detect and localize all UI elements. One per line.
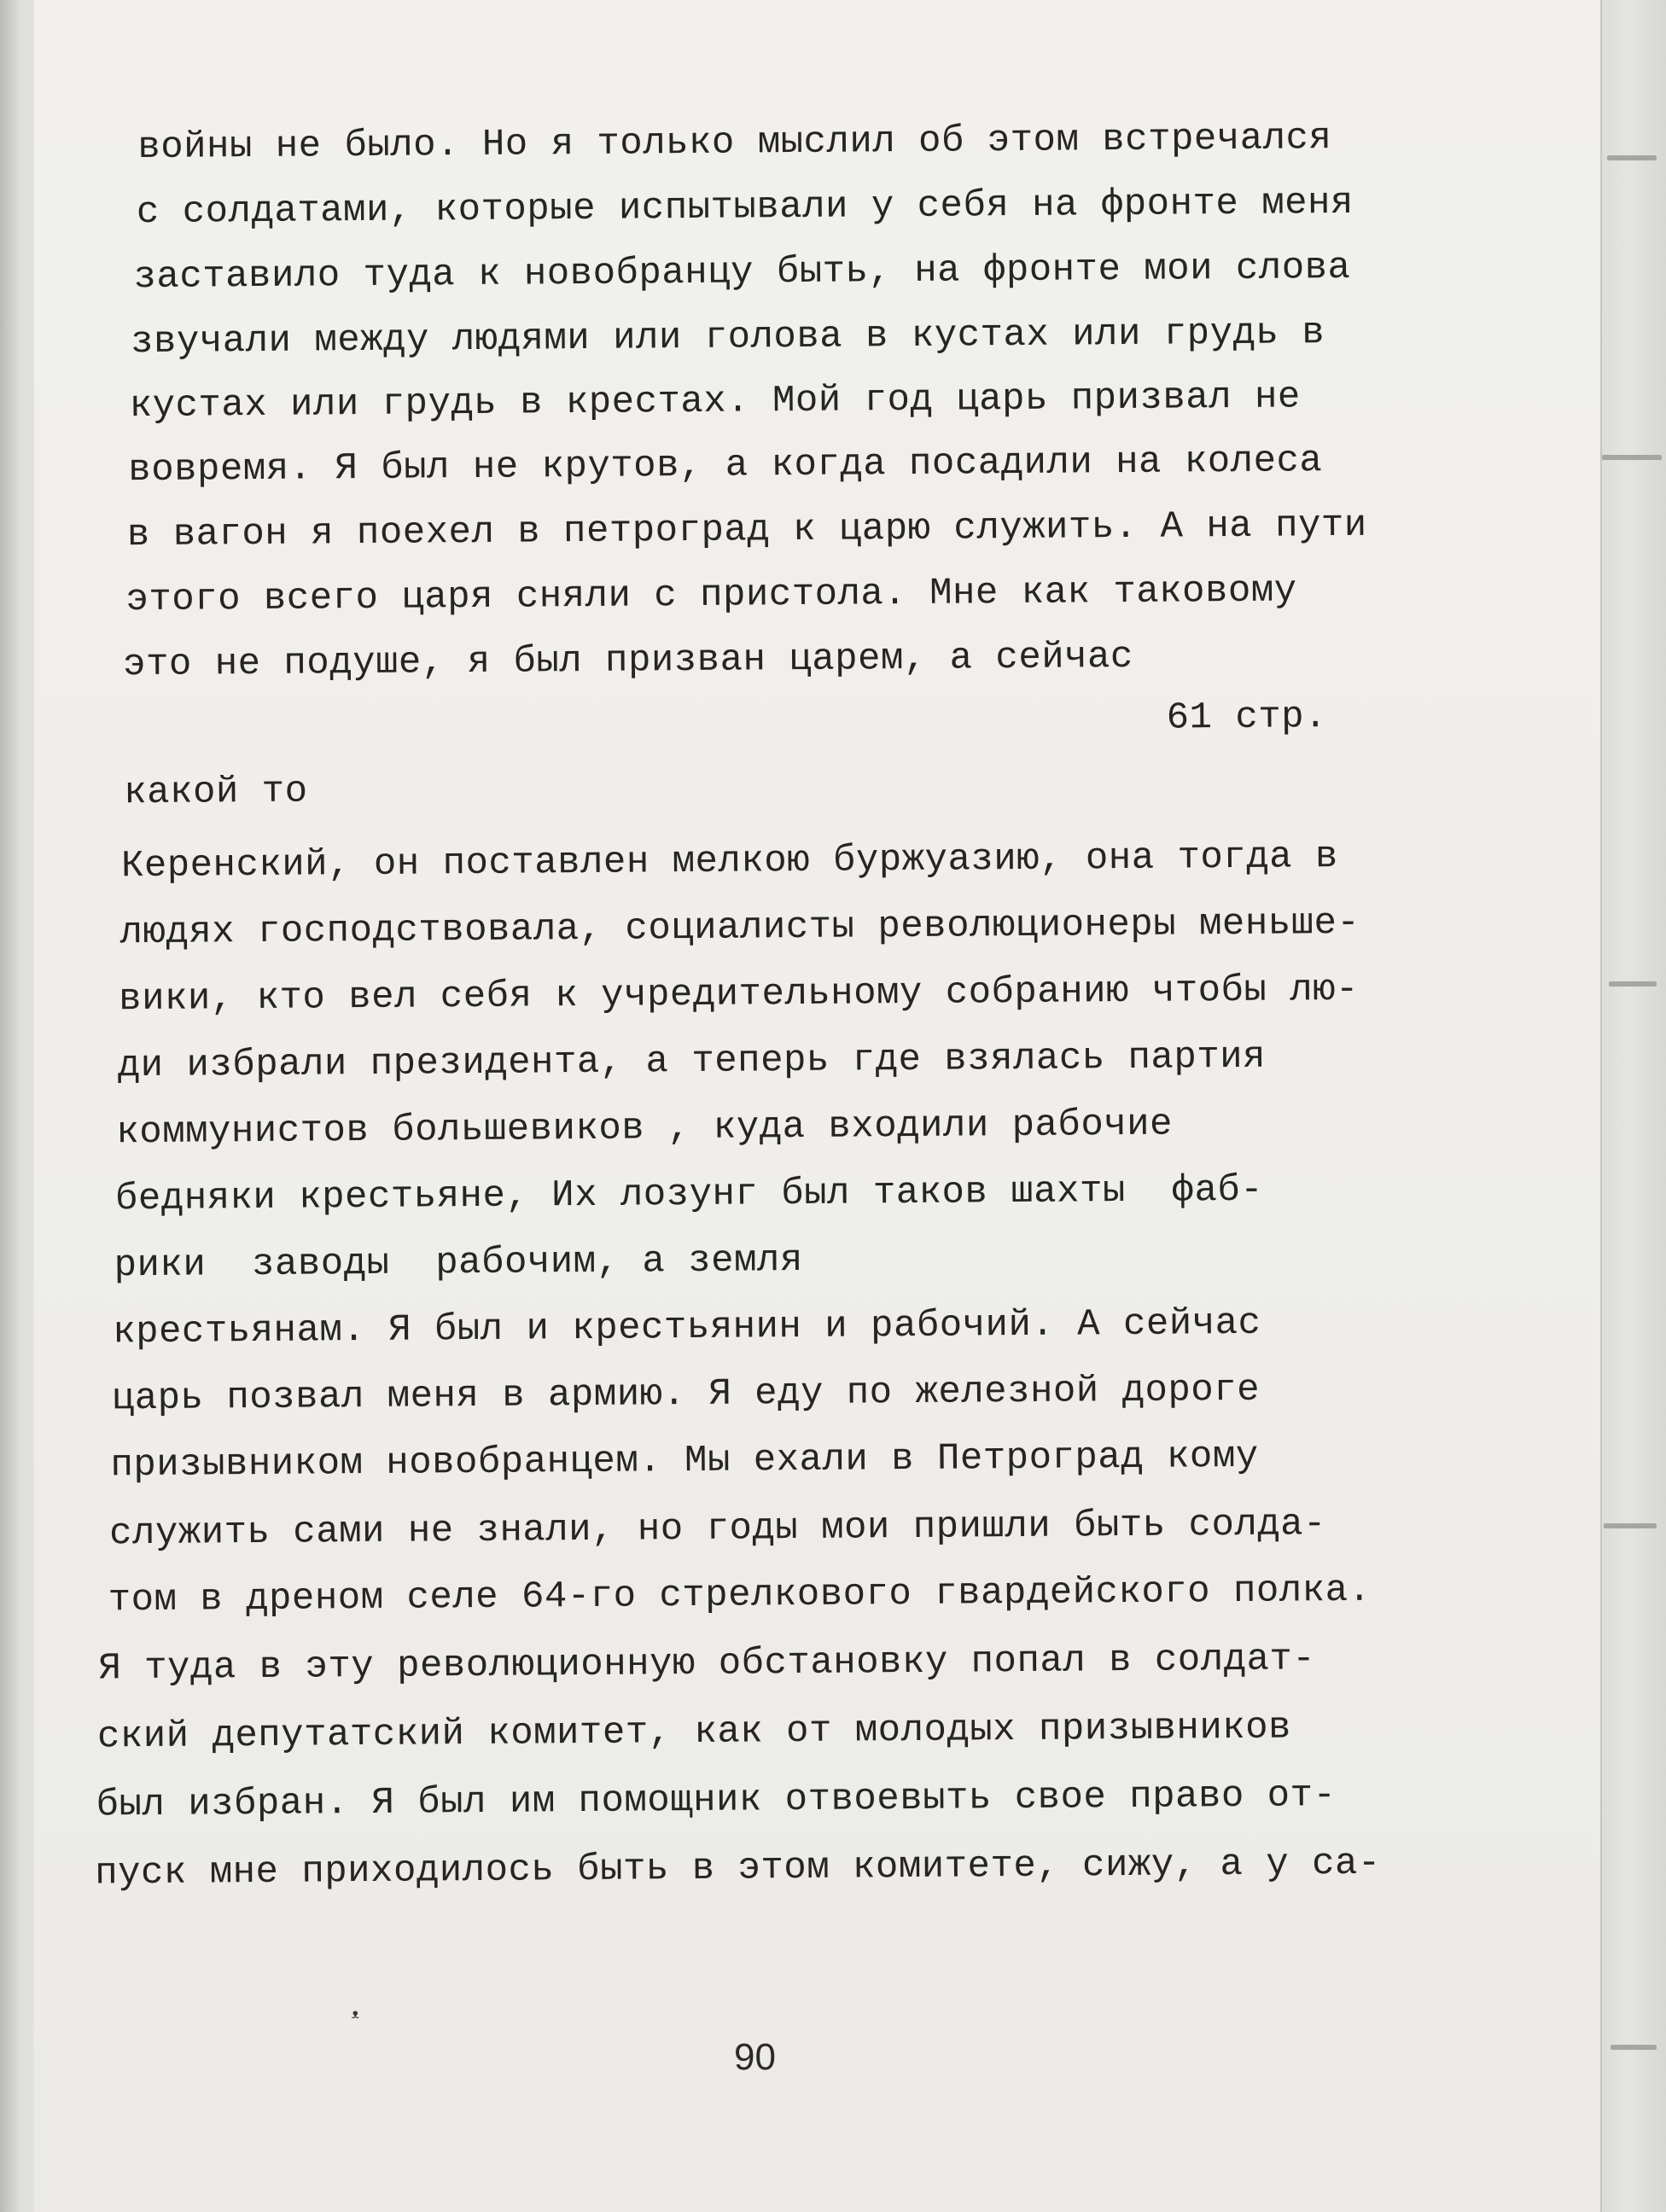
text-line: пуск мне приходилось быть в этом комитете, сижу, а у са- [95, 1842, 1382, 1895]
page-reference: 61 стр. [1166, 696, 1328, 740]
text-line: крестьянам. Я был и крестьянин и рабочий. А сейчас [113, 1301, 1261, 1354]
binding-staple [1604, 1523, 1657, 1528]
text-line: царь позвал меня в армию. Я еду по железной дороге [111, 1368, 1261, 1421]
typewritten-page [34, 0, 1600, 2212]
text-line: том в дреном селе 64-го стрелкового гвардейского полка. [108, 1569, 1372, 1622]
text-line: бедняки крестьяне, Их лозунг был таков шахты фаб- [114, 1168, 1264, 1221]
page-number: 90 [734, 2036, 776, 2078]
ink-mark: ᵜ [352, 2006, 359, 2028]
page-left-edge [0, 0, 22, 2212]
page-text [34, 0, 1617, 2212]
binding-staple [1611, 2045, 1657, 2050]
text-line: призывником новобранцем. Мы ехали в Петроград кому [110, 1435, 1259, 1487]
text-line: вики, кто вел себя к учредительному собранию чтобы лю- [119, 968, 1360, 1022]
binding-staple [1607, 155, 1657, 160]
text-line: служить сами не знали, но годы мои пришли быть солда- [108, 1503, 1327, 1556]
text-line: Я туда в эту революционную обстановку попал в солдат- [98, 1638, 1316, 1691]
binding-strip [1600, 0, 1666, 2212]
binding-staple [1609, 981, 1657, 987]
text-line: войны не было. Но я только мыслил об этом встречался [137, 117, 1332, 170]
text-line: с солдатами, которые испытывали у себя на фронте меня [136, 181, 1354, 235]
binding-staple [1602, 455, 1662, 460]
text-line: какой то [124, 770, 308, 815]
text-line: вовремя. Я был не крутов, а когда посадили на колеса [128, 439, 1323, 492]
text-line: ский депутатский комитет, как от молодых призывников [96, 1706, 1292, 1759]
text-line: ди избрали президента, а теперь где взялась партия [117, 1035, 1267, 1088]
text-line: был избран. Я был им помощник отвоевыть свое право от- [96, 1774, 1337, 1827]
text-line: кустах или грудь в крестах. Мой год царь призвал не [129, 375, 1302, 428]
text-line: Керенский, он поставлен мелкою буржуазию, она тогда в [120, 835, 1339, 888]
text-line: этого всего царя сняли с пристола. Мне как таковому [125, 569, 1297, 622]
text-line: коммунистов большевиков , куда входили рабочие [116, 1103, 1174, 1155]
text-line: это не подуше, я был призван царем, а сейчас [122, 635, 1134, 687]
text-line: рики заводы рабочим, а земля [114, 1238, 803, 1288]
text-line: заставило туда к новобранцу быть, на фронте мои слова [133, 246, 1351, 300]
text-line: звучали между людями или голова в кустах или грудь в [130, 311, 1325, 364]
text-line: людях господствовала, социалисты революционеры меньше- [119, 901, 1360, 955]
text-line: в вагон я поехел в петроград к царю служить. А на пути [126, 504, 1367, 557]
